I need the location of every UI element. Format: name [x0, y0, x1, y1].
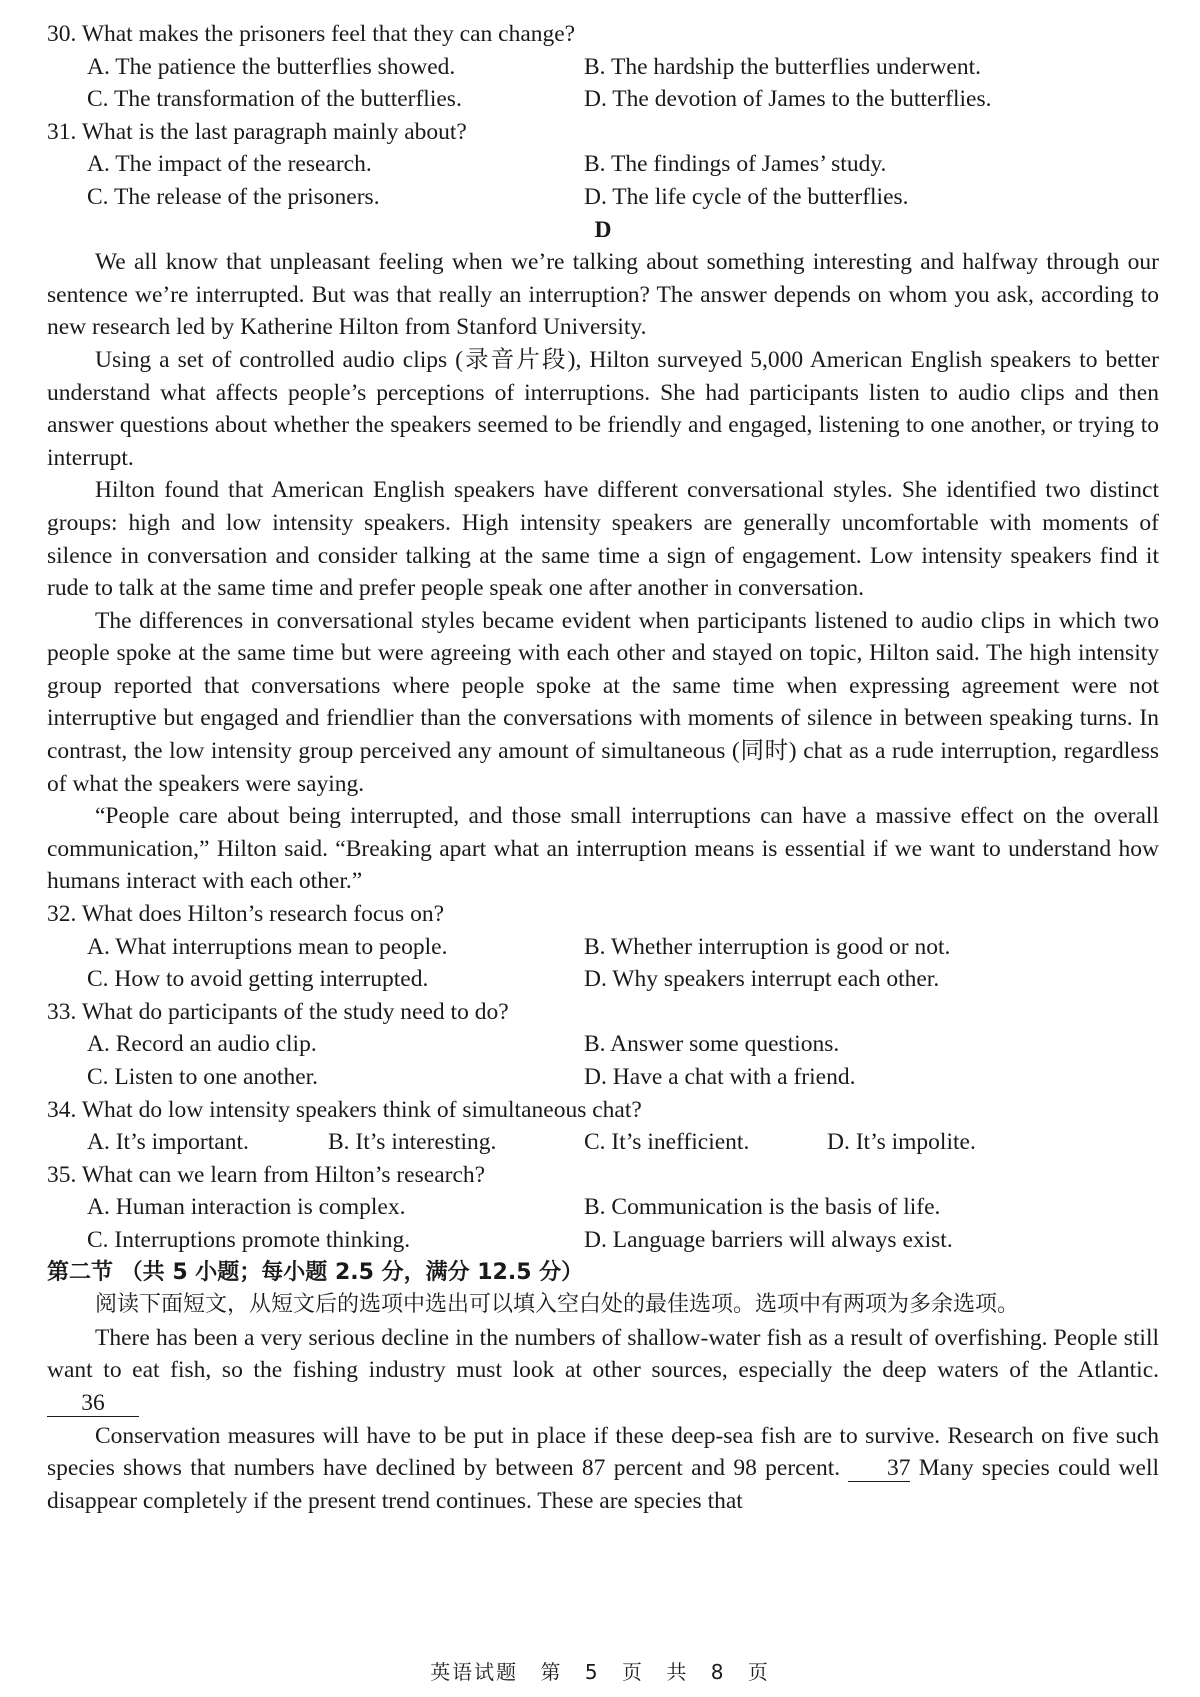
cloze-paragraph-1-text: There has been a very serious decline in the numbers of shallow-water fish as a result of overfishing. People still want to eat fish, so the fishing industry must look at other sources, especially the deep waters of the Atlantic.	[47, 1324, 1159, 1384]
page-content	[47, 18, 1159, 1517]
footer-di: 第	[540, 1660, 563, 1684]
passage-d-paragraph-4: The differences in conversational styles became evident when participants listened to audio clips in which two people spoke at the same time but were agreeing with each other and stayed on topic, Hilton said. The high intensity group reported that conversations where people spoke at the same time when expressing agreement were not interruptive but engaged and friendlier than the conversations with moments of silence in between speaking turns. In contrast, the low intensity group perceived any amount of simultaneous (同时) chat as a rude interruption, regardless of what the speakers were saying.	[47, 607, 1159, 797]
question-31-option-b: B. The findings of James’ study.	[584, 151, 887, 178]
question-33-options-row-1	[47, 1028, 1159, 1061]
question-34-option-a: A. It’s important.	[87, 1129, 249, 1156]
question-33-option-d: D. Have a chat with a friend.	[584, 1064, 856, 1090]
section-2-heading: 第二节 （共 5 小题；每小题 2.5 分，满分 12.5 分）	[47, 1259, 584, 1285]
question-34-options-row	[47, 1126, 1159, 1159]
footer-ye-end: 页	[747, 1660, 770, 1684]
question-32-option-d: D. Why speakers interrupt each other.	[584, 966, 940, 993]
footer-subject: 英语试题	[430, 1660, 519, 1684]
question-31-option-a: A. The impact of the research.	[87, 151, 372, 178]
question-31-option-c: C. The release of the prisoners.	[87, 183, 380, 210]
question-35-option-c: C. Interruptions promote thinking.	[87, 1226, 411, 1253]
cloze-paragraph-2-text-end: Many species could well disappear completely if the present trend continues. These are species that	[47, 1455, 1160, 1514]
question-35-options-row-1	[47, 1191, 1159, 1224]
question-33-option-b: B. Answer some questions.	[584, 1031, 840, 1058]
question-30-option-b: B. The hardship the butterflies underwent.	[584, 53, 982, 80]
page-footer	[0, 1656, 1200, 1685]
question-33-options-row-2	[47, 1061, 1159, 1094]
question-30-option-d: D. The devotion of James to the butterflies.	[584, 86, 992, 113]
question-35-option-a: A. Human interaction is complex.	[87, 1194, 406, 1221]
question-34-option-c: C. It’s inefficient.	[584, 1129, 750, 1156]
passage-d-paragraph-1: We all know that unpleasant feeling when we’re talking about something interesting and halfway through our sentence we’re interrupted. But was that really an interruption? The answer depends on whom you ask, according to new research led by Katherine Hilton from Stanford University.	[47, 249, 1159, 341]
question-30-option-c: C. The transformation of the butterflies.	[87, 86, 462, 113]
question-31-option-d: D. The life cycle of the butterflies.	[584, 183, 909, 210]
blank-36: 36	[47, 1390, 139, 1417]
passage-d-paragraph-5: “People care about being interrupted, and those small interruptions can have a massive effect on the overall communication,” Hilton said. “Breaking apart what an interruption means is essential if we want to understand how humans interact with each other.”	[47, 803, 1159, 895]
passage-d-letter: D	[594, 216, 612, 243]
cloze-paragraph-1	[47, 1322, 1159, 1420]
question-35-options-row-2	[47, 1224, 1159, 1257]
question-35-option-b: B. Communication is the basis of life.	[584, 1194, 941, 1221]
question-34-stem: 34. What do low intensity speakers think of simultaneous chat?	[47, 1096, 642, 1123]
question-32-options-row-1	[47, 931, 1159, 964]
question-31-options-row-1	[47, 148, 1159, 181]
footer-ye: 页	[622, 1660, 644, 1684]
question-31-stem: 31. What is the last paragraph mainly about?	[47, 118, 467, 145]
cloze-paragraph-2	[47, 1420, 1159, 1518]
question-30-option-a: A. The patience the butterflies showed.	[87, 53, 456, 80]
question-34-option-d: D. It’s impolite.	[827, 1129, 976, 1156]
question-32-option-b: B. Whether interruption is good or not.	[584, 933, 951, 960]
question-32-options-row-2	[47, 963, 1159, 996]
question-35-stem: 35. What can we learn from Hilton’s research?	[47, 1161, 486, 1188]
question-33-option-c: C. Listen to one another.	[87, 1064, 319, 1090]
question-32-stem: 32. What does Hilton’s research focus on?	[47, 901, 444, 928]
cloze-paragraph-2-text-start: Conservation measures will have to be put in place if these deep-sea fish are to survive. Research on five such species shows that numbers have declined by between 87 percent and 98 percent.	[47, 1422, 1159, 1482]
question-34-option-b: B. It’s interesting.	[328, 1129, 497, 1156]
blank-37: 37	[848, 1455, 910, 1482]
footer-total-pages: 8	[710, 1660, 726, 1684]
question-31-options-row-2	[47, 181, 1159, 214]
section-2-instruction: 阅读下面短文，从短文后的选项中选出可以填入空白处的最佳选项。选项中有两项为多余选项。	[95, 1292, 1020, 1318]
question-32-option-a: A. What interruptions mean to people.	[87, 933, 448, 960]
passage-d-paragraph-2: Using a set of controlled audio clips (录音片段), Hilton surveyed 5,000 American English speakers to better understand what affects people’s perceptions of interruptions. She had participants listen to audio clips and then answer questions about whether the speakers seemed to be friendly and engaged, listening to one another, or trying to interrupt.	[47, 346, 1159, 471]
question-33-stem: 33. What do participants of the study need to do?	[47, 998, 509, 1025]
passage-d-paragraph-3: Hilton found that American English speakers have different conversational styles. She identified two distinct groups: high and low intensity speakers. High intensity speakers are generally uncomfortable with moments of silence in conversation and consider talking at the same time a sign of engagement. Low intensity speakers find it rude to talk at the same time and prefer people speak one after another in conversation.	[47, 477, 1159, 602]
footer-page-number: 5	[584, 1660, 600, 1684]
footer-gong: 共	[666, 1660, 689, 1684]
question-30-stem: 30. What makes the prisoners feel that they can change?	[47, 21, 576, 47]
question-30-options-row-1	[47, 51, 1159, 84]
question-30-options-row-2	[47, 83, 1159, 116]
question-32-option-c: C. How to avoid getting interrupted.	[87, 966, 429, 993]
question-33-option-a: A. Record an audio clip.	[87, 1031, 317, 1058]
question-35-option-d: D. Language barriers will always exist.	[584, 1226, 953, 1253]
